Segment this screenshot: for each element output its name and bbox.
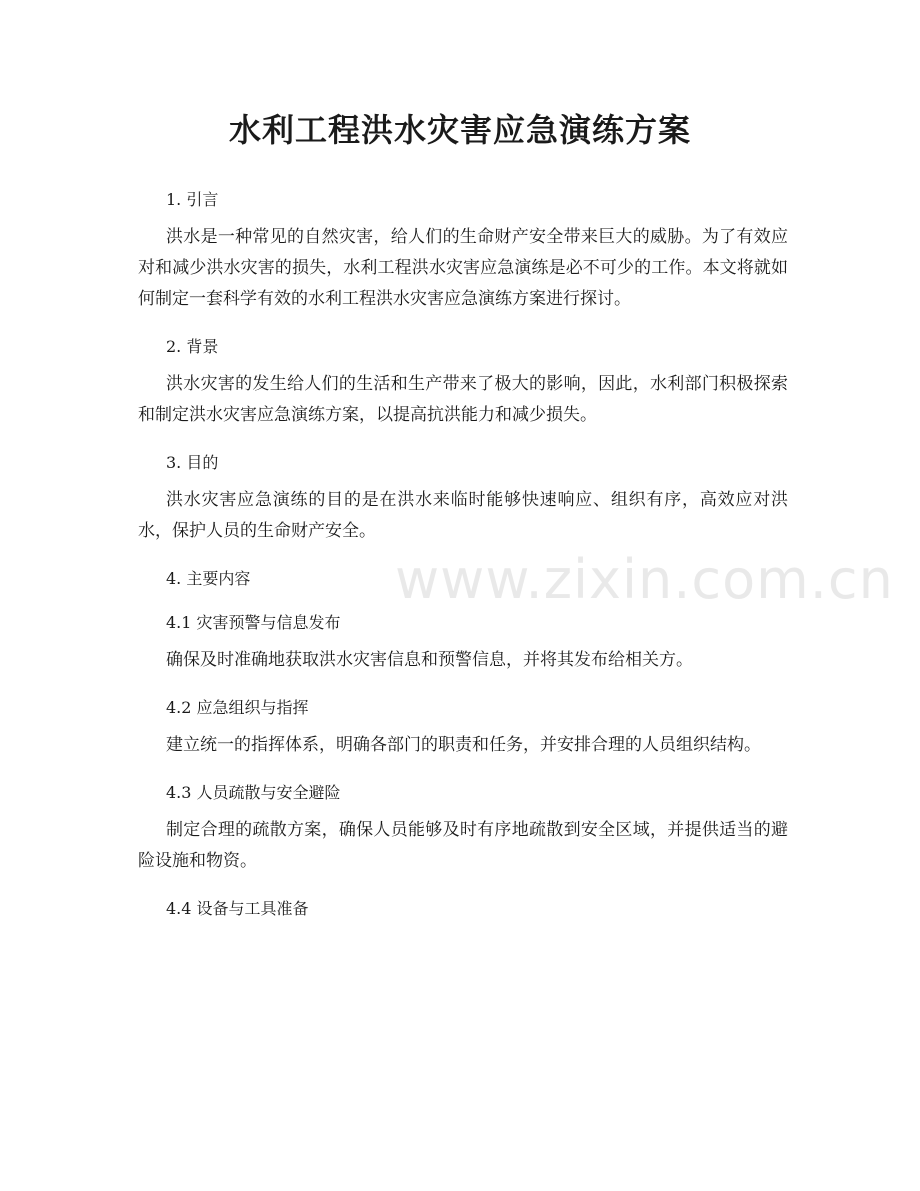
section-heading-warning: 4.1 灾害预警与信息发布	[166, 613, 341, 632]
section-heading-intro: 1. 引言	[166, 190, 219, 209]
section-paragraph-warning: 确保及时准确地获取洪水灾害信息和预警信息，并将其发布给相关方。	[166, 650, 693, 670]
watermark: www.zixin.com.cn	[395, 548, 894, 611]
section-heading-evacuation: 4.3 人员疏散与安全避险	[166, 783, 341, 802]
section-heading-main-content: 4. 主要内容	[166, 569, 251, 588]
document-body	[138, 178, 788, 931]
section-heading-purpose: 3. 目的	[166, 453, 219, 472]
section-heading-equipment: 4.4 设备与工具准备	[166, 899, 309, 918]
section-heading-command: 4.2 应急组织与指挥	[166, 698, 309, 717]
section-paragraph-purpose: 洪水灾害应急演练的目的是在洪水来临时能够快速响应、组织有序，高效应对洪水，保护人员的生命财产安全。	[138, 490, 788, 541]
section-paragraph-command: 建立统一的指挥体系，明确各部门的职责和任务，并安排合理的人员组织结构。	[166, 735, 761, 755]
section-paragraph-intro: 洪水是一种常见的自然灾害，给人们的生命财产安全带来巨大的威胁。为了有效应对和减少洪水灾害的损失，水利工程洪水灾害应急演练是必不可少的工作。本文将就如何制定一套科学有效的水利工程洪水灾害应急演练方案进行探讨。	[138, 227, 788, 309]
section-paragraph-evacuation: 制定合理的疏散方案，确保人员能够及时有序地疏散到安全区域，并提供适当的避险设施和物资。	[138, 820, 788, 871]
page-title: 水利工程洪水灾害应急演练方案	[228, 111, 691, 149]
section-heading-background: 2. 背景	[166, 337, 219, 356]
section-paragraph-background: 洪水灾害的发生给人们的生活和生产带来了极大的影响，因此，水利部门积极探索和制定洪水灾害应急演练方案，以提高抗洪能力和减少损失。	[138, 374, 788, 425]
